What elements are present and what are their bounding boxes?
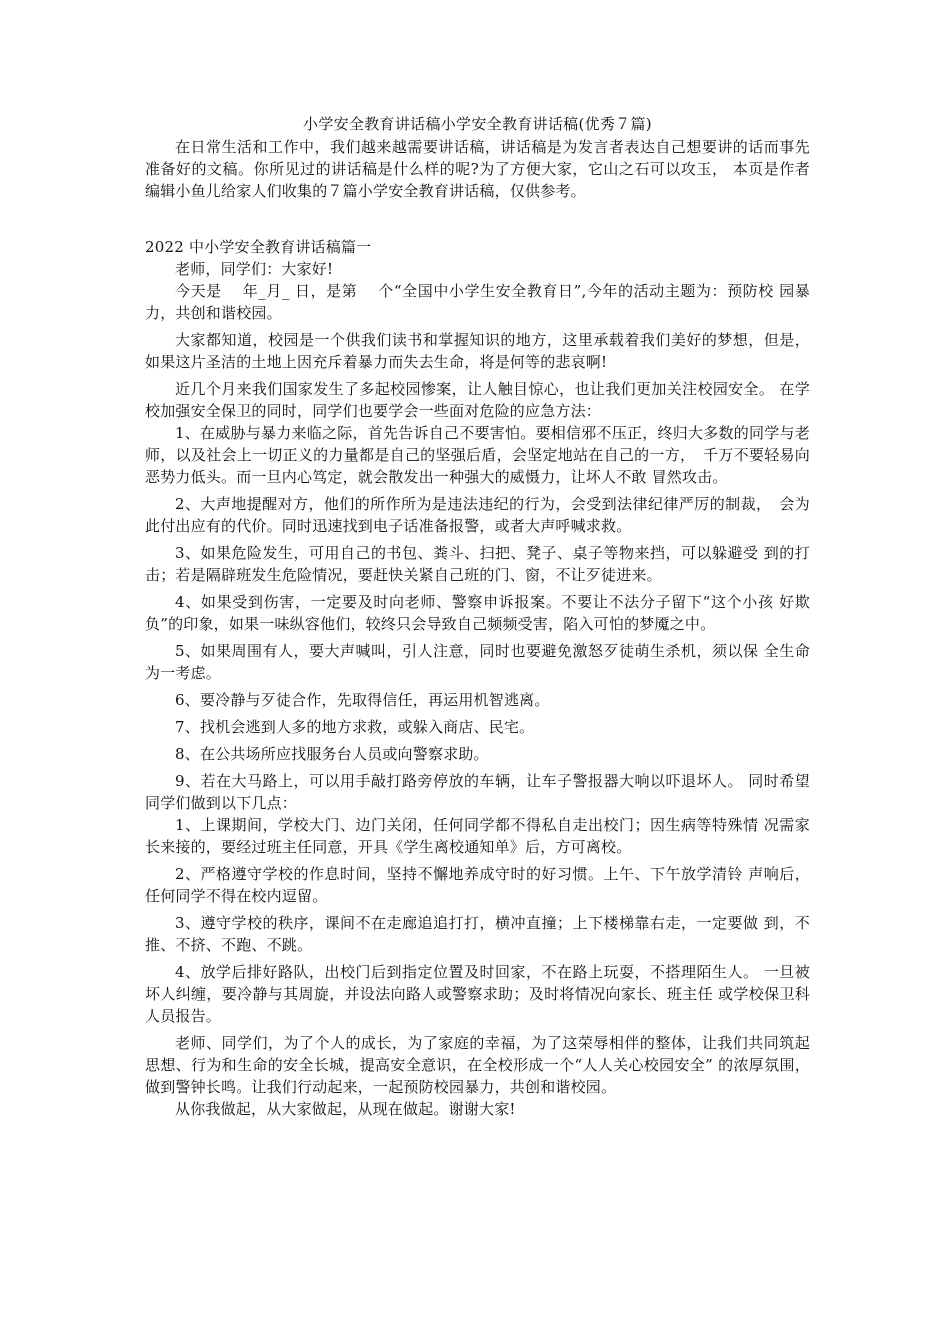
list-item: 8、在公共场所应找服务台人员或向警察求助。 [175, 745, 489, 763]
document-title: 小学安全教育讲话稿小学安全教育讲话稿(优秀７篇) [303, 115, 652, 133]
list-item: 4、如果受到伤害，一定要及时向老师、警察申诉报案。不要让不法分子留下“这个小孩 好欺负”的印象，如果一味纵容他们，较终只会导致自己频频受害，陷入可怕的梦魇之中。 [145, 593, 810, 633]
intro-paragraph: 在日常生活和工作中，我们越来越需要讲话稿，讲话稿是为发言者表达自己想要讲的话而事先准备好的文稿。你所见过的讲话稿是什么样的呢?为了方便大家，它山之石可以攻玉， 本页是作者编辑小鱼儿给家人们收集的７篇小学安全教育讲话稿，仅供参考。 [145, 138, 810, 200]
list-item: 3、遵守学校的秩序，课间不在走廊追追打打，横冲直撞；上下楼梯靠右走，一定要做 到，不推、不挤、不跑、不跳。 [145, 914, 810, 954]
list-item: 1、在威胁与暴力来临之际，首先告诉自己不要害怕。要相信邪不压正，终归大多数的同学与老师，以及社会上一切正义的力量都是自己的坚强后盾，会坚定地站在自己的一方， 千万不要轻易向恶势力低头。而一旦内心笃定，就会散发出一种强大的威慑力，让坏人不敢 冒然攻击。 [145, 424, 810, 486]
list-item: 9、若在大马路上，可以用手敲打路旁停放的车辆，让车子警报器大响以吓退坏人。 同时希望同学们做到以下几点： [145, 772, 810, 812]
paragraph-thanks: 从你我做起，从大家做起，从现在做起。谢谢大家! [175, 1100, 516, 1118]
list-item: 6、要冷静与歹徒合作，先取得信任，再运用机智逃离。 [175, 691, 550, 709]
paragraph-greeting: 老师，同学们：大家好! [175, 260, 334, 278]
list-item: 2、严格遵守学校的作息时间，坚持不懈地养成守时的好习惯。上午、下午放学清铃 声响后，任何同学不得在校内逗留。 [145, 865, 810, 905]
paragraph-date: 今天是 年_月_ 日，是第 个“全国中小学生安全教育日”,今年的活动主题为：预防校 园暴力，共创和谐校园。 [145, 282, 810, 322]
list-item: 1、上课期间，学校大门、边门关闭，任何同学都不得私自走出校门；因生病等特殊情 况需家长来接的，要经过班主任同意，开具《学生离校通知单》后，方可离校。 [145, 816, 810, 856]
list-item: 2、大声地提醒对方，他们的所作所为是违法违纪的行为，会受到法律纪律严厉的制裁， 会为此付出应有的代价。同时迅速找到电子话准备报警，或者大声呼喊求救。 [145, 495, 810, 535]
paragraph: 大家都知道，校园是一个供我们读书和掌握知识的地方，这里承载着我们美好的梦想，但是，如果这片圣洁的土地上因充斥着暴力而失去生命，将是何等的悲哀啊! [145, 331, 810, 371]
document-page [145, 112, 810, 1120]
list-item: 5、如果周围有人，要大声喊叫，引人注意，同时也要避免激怒歹徒萌生杀机，须以保 全生命为一考虑。 [145, 642, 810, 682]
list-item: 3、如果危险发生，可用自己的书包、粪斗、扫把、凳子、桌子等物来挡，可以躲避受 到的打击；若是隔辟班发生危险情况，要赶快关紧自己班的门、窗，不让歹徒进来。 [145, 544, 810, 584]
paragraph: 近几个月来我们国家发生了多起校园惨案，让人触目惊心，也让我们更加关注校园安全。 在学校加强安全保卫的同时，同学们也要学会一些面对危险的应急方法： [145, 380, 810, 420]
list-item: 7、找机会逃到人多的地方求救，或躲入商店、民宅。 [175, 718, 535, 736]
list-item: 4、放学后排好路队，出校门后到指定位置及时回家，不在路上玩耍，不搭理陌生人。 一旦被坏人纠缠，要冷静与其周旋，并设法向路人或警察求助；及时将情况向家长、班主任 或学校保卫科人员报告。 [145, 963, 810, 1025]
paragraph-closing: 老师、同学们，为了个人的成长，为了家庭的幸福，为了这荣辱相伴的整体，让我们共同筑起思想、行为和生命的安全长城，提高安全意识，在全校形成一个“人人关心校园安全” 的浓厚氛围，做到警钟长鸣。让我们行动起来，一起预防校园暴力，共创和谐校园。 [145, 1034, 810, 1096]
section-heading: 2022 中小学安全教育讲话稿篇一 [145, 238, 372, 256]
